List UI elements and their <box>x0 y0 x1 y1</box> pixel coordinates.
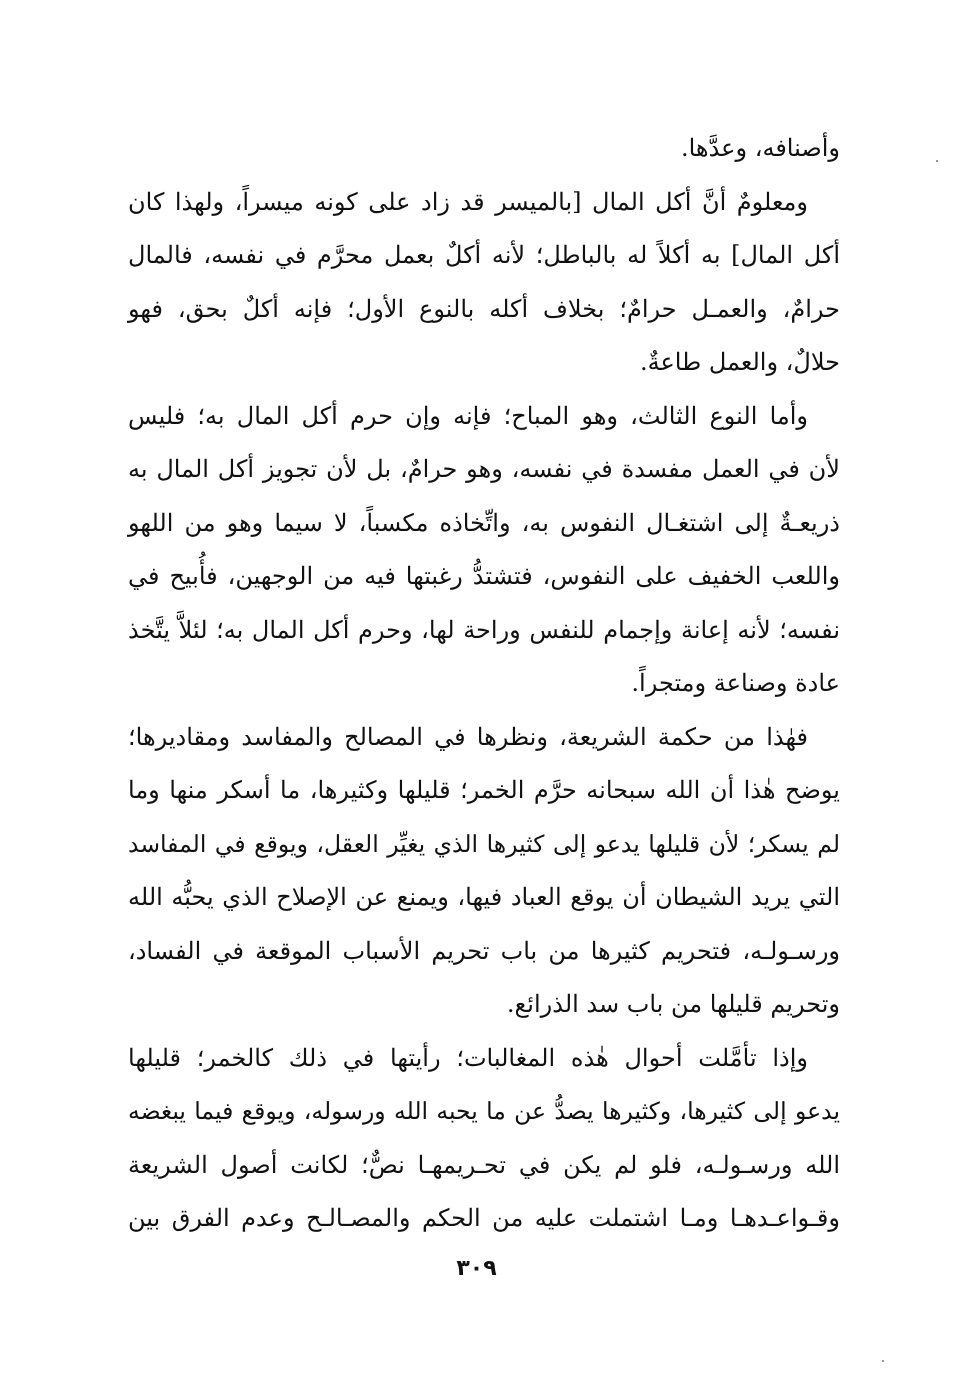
text-line: وقـواعـدهـا ومـا اشتملت عليه من الحكم والمصـالـح وعدم الفرق بين <box>128 1204 840 1232</box>
paragraph-5 <box>128 1032 840 1246</box>
text-line: أكل المال] به أكلاً له بالباطل؛ لأنه أكلٌ بعمل محرَّم في نفسه، فالمال <box>128 241 840 269</box>
text-line: يوضح هٰذا أن الله سبحانه حرَّم الخمر؛ قليلها وكثيرها، ما أسكر منها وما <box>128 776 840 804</box>
text-line: نفسه؛ لأنه إعانة وإجمام للنفس وراحة لها، وحرم أكل المال به؛ لئلاَّ يتَّخذ <box>128 615 840 644</box>
text-line: وأما النوع الثالث، وهو المباح؛ فإنه وإن حرم أكل المال به؛ فليس <box>128 401 808 430</box>
text-line: فهٰذا من حكمة الشريعة، ونظرها في المصالح والمفاسد ومقاديرها؛ <box>128 722 808 751</box>
text-line: ذريعـةٌ إلى اشتغـال النفوس به، واتِّخاذه مكسباً، لا سيما وهو من اللهو <box>128 508 840 537</box>
text-line: الله ورسـولـه، فلو لم يكن في تحـريمهـا نصٌّ؛ لكانت أصول الشريعة <box>128 1150 840 1179</box>
paragraph-2 <box>128 176 840 390</box>
text-line: وتحريم قليلها من باب سد الذرائع. <box>506 990 840 1018</box>
page-body-text <box>128 122 840 1246</box>
text-line: وأصنافه، وعدَّها. <box>680 134 840 162</box>
text-line: ورسـولـه، فتحريم كثيرها من باب تحريم الأسباب الموقعة في الفساد، <box>128 936 841 965</box>
text-line: ومعلومٌ أنَّ أكل المال [بالميسر قد زاد على كونه ميسراً، ولهذا كان <box>128 187 808 216</box>
page-number: ٣٠٩ <box>456 1256 497 1281</box>
scan-speck <box>936 160 938 162</box>
scan-speck <box>882 1360 884 1362</box>
text-line: لم يسكر؛ لأن قليلها يدعو إلى كثيرها الذي يغيِّر العقل، ويوقع في المفاسد <box>128 829 840 858</box>
text-line: عادة وصناعة ومتجراً. <box>631 669 840 697</box>
text-line: التي يريد الشيطان أن يوقع العباد فيها، ويمنع عن الإصلاح الذي يحبُّه الله <box>128 883 840 911</box>
paragraph-4 <box>128 711 840 1032</box>
text-line: حرامٌ، والعمـل حرامٌ؛ بخلاف أكله بالنوع الأول؛ فإنه أكلٌ بحق، فهو <box>128 294 840 323</box>
text-line: يدعو إلى كثيرها، وكثيرها يصدُّ عن ما يحبه الله ورسوله، ويوقع فيما يبغضه <box>128 1097 840 1125</box>
text-line: لأن في العمل مفسدة في نفسه، وهو حرامٌ، بل لأن تجويز أكل المال به <box>128 455 840 483</box>
text-line: حلالٌ، والعمل طاعةٌ. <box>639 348 840 376</box>
text-line: واللعب الخفيف على النفوس، فتشتدُّ رغبتها فيه من الوجهين، فأُبيح في <box>128 562 840 590</box>
paragraph-1 <box>128 122 840 176</box>
paragraph-3 <box>128 390 840 711</box>
text-line: وإذا تأمَّلت أحوال هٰذه المغالبات؛ رأيتها في ذلك كالخمر؛ قليلها <box>128 1043 808 1072</box>
